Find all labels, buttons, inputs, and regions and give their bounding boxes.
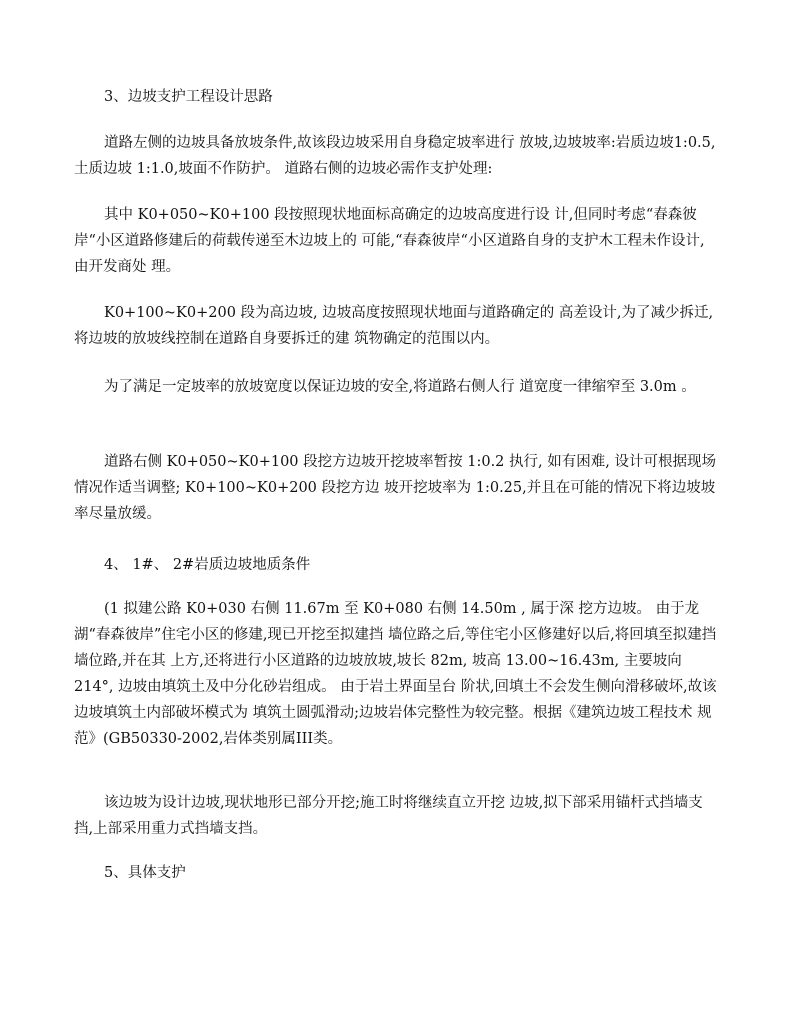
paragraph-excavation-ratio: 道路右侧 K0+050~K0+100 段挖方边坡开挖坡率暂按 1:0.2 执行, 如有困难, 设计可根据现场情况作适当调整; K0+100~K0+200 段挖方边 坡开挖坡率为 1:0.25,并且在可能的情况下将边坡坡率尽量放缓。 [74, 454, 716, 522]
section-heading-4: 4、 1#、 2#岩质边坡地质条件 [104, 557, 311, 573]
paragraph-high-slope: K0+100~K0+200 段为高边坡, 边坡高度按照现状地面与道路确定的 高差设计,为了减少拆迁,将边坡的放坡线控制在道路自身要拆迁的建 筑物确定的范围以内。 [74, 305, 714, 347]
section-heading-3: 3、边坡支护工程设计思路 [104, 89, 273, 105]
paragraph-sidewalk-width: 为了满足一定坡率的放坡宽度以保证边坡的安全,将道路右侧人行 道宽度一律缩窄至 3.0m 。 [104, 379, 696, 395]
section-heading-5: 5、具体支护 [104, 865, 186, 881]
paragraph-section-k0-050: 其中 K0+050~K0+100 段按照现状地面标高确定的边坡高度进行设 计,但同时考虑“春森彼岸“小区道路修建后的荷载传递至木边坡上的 可能,“春森彼岸“小区道路自身的支护木工程未作设计,由开发商处 理。 [74, 207, 705, 275]
paragraph-geology-conditions: (1 拟建公路 K0+030 右侧 11.67m 至 K0+080 右侧 14.50m , 属于深 挖方边坡。 由于龙湖“春森彼岸”住宅小区的修建,现已开挖至拟建挡 墙位路之后,等住宅小区修建好以后,将回填至拟建挡墙位路,并在其 上方,还将进行小区道路的边坡放坡,坡长 82m, 坡高 13.00~16.43m, 主要坡向 214°, 边坡由填筑土及中分化砂岩组成。 由于岩土界面呈台 阶状,回填土不会发生侧向滑移破坏,故该边坡填筑土内部破坏模式为 填筑土圆弧滑动;边坡岩体完整性为较完整。根据《建筑边坡工程技术 规范》(GB50330-2002,岩体类别属III类。 [74, 601, 717, 747]
paragraph-design-slope: 该边坡为设计边坡,现状地形已部分开挖;施工时将继续直立开挖 边坡,拟下部采用锚杆式挡墙支挡,上部采用重力式挡墙支挡。 [74, 795, 703, 837]
paragraph-left-slope: 道路左侧的边坡具备放坡条件,故该段边坡采用自身稳定坡率进行 放坡,边坡坡率:岩质边坡1:0.5,土质边坡 1:1.0,坡面不作防护。 道路右侧的边坡必需作支护处理: [74, 135, 716, 177]
